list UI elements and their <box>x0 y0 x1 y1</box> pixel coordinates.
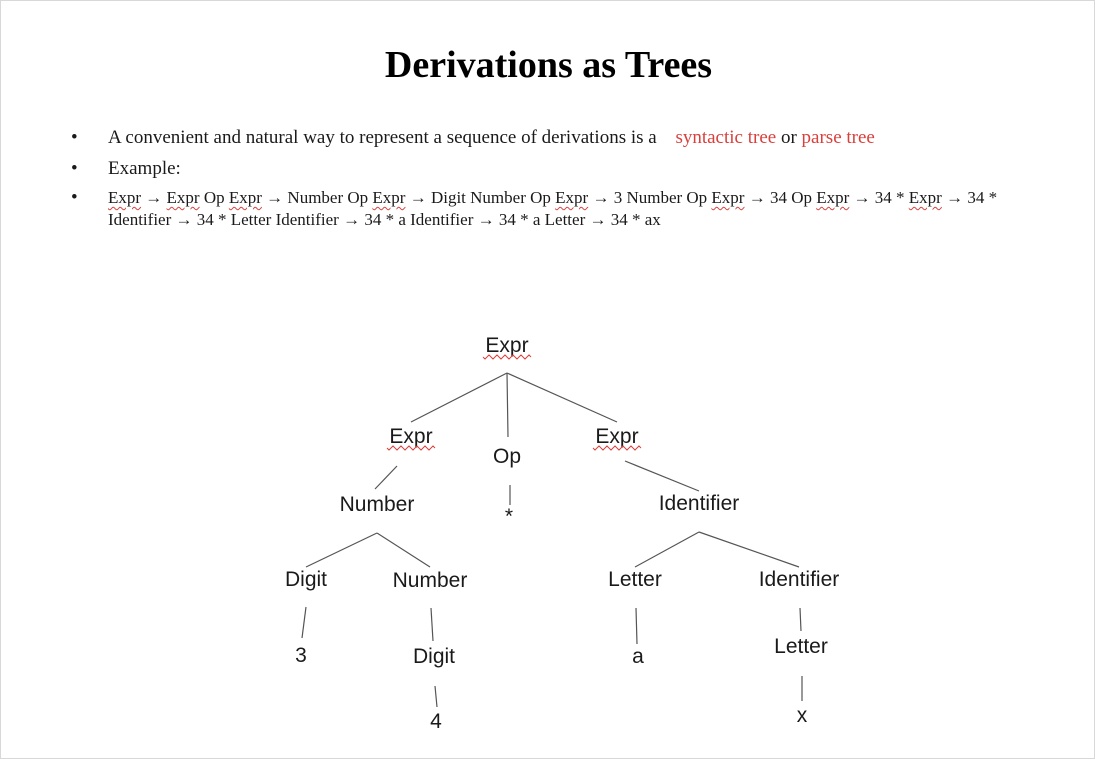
derivation-token: → Digit Number Op <box>409 188 551 207</box>
tree-edge <box>800 608 801 631</box>
parse-tree-diagram <box>1 301 1095 760</box>
tree-node-letter: Letter <box>774 635 828 658</box>
tree-edge <box>377 533 430 567</box>
derivation-token-expr: Expr <box>228 188 262 207</box>
bullet-derivation <box>71 187 1051 231</box>
tree-node-identifier: Identifier <box>758 568 840 591</box>
derivation-token: Op <box>203 188 225 207</box>
tree-node-x: x <box>796 704 808 727</box>
tree-edge <box>625 461 699 491</box>
tree-edge <box>507 373 617 422</box>
derivation-token: → 3 Number Op <box>592 188 708 207</box>
derivation-token: → <box>145 188 163 207</box>
tree-edge <box>302 607 306 638</box>
bullet-intro <box>71 125 1051 150</box>
tree-node-identifier: Identifier <box>658 492 740 515</box>
tree-edge <box>636 608 637 644</box>
tree-node-digit: Digit <box>284 568 328 591</box>
derivation-token: → 34 * <box>853 188 905 207</box>
tree-node-expr: Expr <box>389 425 433 448</box>
slide-title: Derivations as Trees <box>384 44 713 86</box>
tree-edge <box>431 608 433 641</box>
derivation-token: → 34 * Identifier → 34 * Letter Identifier → 34 * a Identifier → 34 * a Letter → 34 * ax <box>108 188 998 229</box>
tree-node-op: Op <box>492 445 522 468</box>
bullet-list <box>71 125 1051 237</box>
parse-tree-term: parse tree <box>801 127 875 148</box>
derivation-token-expr: Expr <box>555 188 589 207</box>
derivation-token-expr: Expr <box>711 188 745 207</box>
tree-node-number: Number <box>392 569 468 592</box>
tree-node-3: 3 <box>295 644 307 667</box>
tree-edge <box>507 373 508 437</box>
derivation-token: → 34 Op <box>748 188 812 207</box>
tree-node-expr: Expr <box>595 425 639 448</box>
or-text: or <box>780 127 797 148</box>
tree-node-letter: Letter <box>608 568 662 591</box>
tree-node-number: Number <box>339 493 415 516</box>
tree-edge <box>635 532 699 567</box>
bullet-dot: • <box>71 158 78 179</box>
tree-node-digit: Digit <box>412 645 456 668</box>
bullet-dot: • <box>71 127 78 148</box>
tree-node-a: a <box>632 645 644 668</box>
derivation-token: → Number Op <box>266 188 369 207</box>
tree-edge <box>411 373 507 422</box>
tree-node-4: 4 <box>430 710 442 733</box>
tree-edge <box>699 532 799 567</box>
tree-edge <box>435 686 437 707</box>
intro-text: A convenient and natural way to represent a sequence of derivations is a <box>108 127 657 148</box>
tree-node-expr: Expr <box>485 334 529 357</box>
derivation-token-expr: Expr <box>816 188 850 207</box>
derivation-token-expr: Expr <box>108 188 142 207</box>
bullet-dot: • <box>71 187 78 208</box>
derivation-token-expr: Expr <box>166 188 200 207</box>
derivation-token-expr: Expr <box>908 188 942 207</box>
derivation-sequence <box>108 188 997 229</box>
bullet-example <box>71 156 1051 181</box>
syntactic-tree-term: syntactic tree <box>675 127 777 148</box>
example-label: Example: <box>108 158 181 179</box>
tree-node-: * <box>504 505 514 528</box>
tree-edge <box>375 466 397 489</box>
tree-edge <box>306 533 377 567</box>
derivation-token-expr: Expr <box>372 188 406 207</box>
